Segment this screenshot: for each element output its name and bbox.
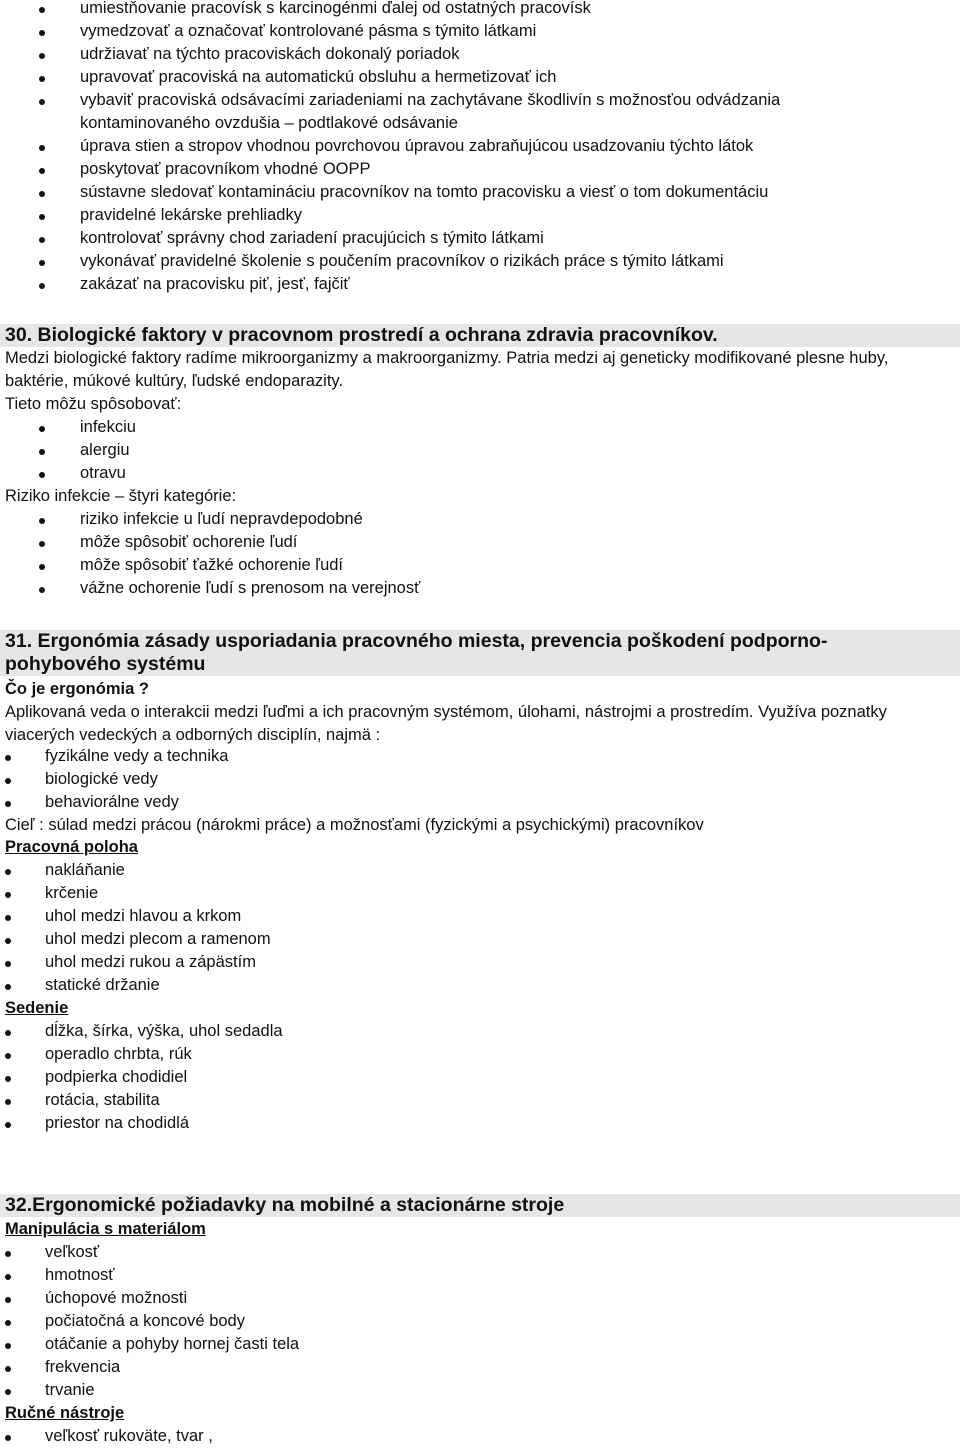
list-item: otravu bbox=[0, 462, 136, 485]
list-item: veľkosť bbox=[0, 1241, 299, 1264]
list-item: udržiavať na týchto pracoviskách dokonalý poriadok bbox=[0, 43, 780, 66]
list-item: kontrolovať správny chod zariadení pracujúcich s týmito látkami bbox=[0, 227, 780, 250]
list-item: podpierka chodidiel bbox=[0, 1066, 283, 1089]
list-item: priestor na chodidlá bbox=[0, 1112, 283, 1135]
ergonomics-definition: Aplikovaná veda o interakcii medzi ľuďmi a ich pracovným systémom, úlohami, nástrojmi a prostredím. Využíva poznatky viacerých vedeckých a odborných disciplín, najmä : bbox=[5, 703, 887, 744]
list-item: rotácia, stabilita bbox=[0, 1089, 283, 1112]
effects-list bbox=[0, 416, 136, 485]
posture-subheading: Pracovná poloha bbox=[5, 838, 138, 856]
list-item: riziko infekcie u ľudí nepravdepodobné bbox=[0, 508, 420, 531]
material-handling-subheading: Manipulácia s materiálom bbox=[5, 1220, 206, 1238]
list-item-continuation: kontaminovaného ovzdušia – podtlakové odsávanie bbox=[80, 114, 458, 132]
list-item: môže spôsobiť ochorenie ľudí bbox=[0, 531, 420, 554]
list-item: umiestňovanie pracovísk s karcinogénmi ďalej od ostatných pracovísk bbox=[0, 0, 780, 20]
risk-categories-label: Riziko infekcie – štyri kategórie: bbox=[5, 487, 237, 505]
list-item: nakláňanie bbox=[0, 859, 271, 882]
list-item: dĺžka, šírka, výška, uhol sedadla bbox=[0, 1020, 283, 1043]
hand-tools-list bbox=[0, 1425, 213, 1448]
material-handling-list bbox=[0, 1241, 299, 1402]
section-31-heading: 31. Ergonómia zásady usporiadania pracovného miesta, prevencia poškodení podporno-pohybového systému bbox=[0, 630, 960, 676]
list-item: biologické vedy bbox=[0, 768, 228, 791]
list-item: úchopové možnosti bbox=[0, 1287, 299, 1310]
list-item: vymedzovať a označovať kontrolované pásma s týmito látkami bbox=[0, 20, 780, 43]
risk-categories-list bbox=[0, 508, 420, 600]
sitting-subheading: Sedenie bbox=[5, 999, 69, 1017]
list-item: vykonávať pravidelné školenie s poučením pracovníkov o rizikách práce s týmito látkami bbox=[0, 250, 780, 273]
list-item: alergiu bbox=[0, 439, 136, 462]
list-item: zakázať na pracovisku piť, jesť, fajčiť bbox=[0, 273, 780, 296]
section-30-intro: Medzi biologické faktory radíme mikroorganizmy a makroorganizmy. Patria medzi aj geneticky modifikované plesne huby, baktérie, múkové kultúry, ľudské endoparazity. bbox=[5, 349, 889, 390]
list-item: fyzikálne vedy a technika bbox=[0, 745, 228, 768]
list-item: otáčanie a pohyby hornej časti tela bbox=[0, 1333, 299, 1356]
prevention-measures-list bbox=[0, 0, 780, 296]
list-item: počiatočná a koncové body bbox=[0, 1310, 299, 1333]
list-item: trvanie bbox=[0, 1379, 299, 1402]
list-item: úprava stien a stropov vhodnou povrchovou úpravou zabraňujúcou usadzovaniu týchto látok bbox=[0, 135, 780, 158]
list-item: hmotnosť bbox=[0, 1264, 299, 1287]
list-item: infekciu bbox=[0, 416, 136, 439]
list-item: môže spôsobiť ťažké ochorenie ľudí bbox=[0, 554, 420, 577]
section-32-heading: 32.Ergonomické požiadavky na mobilné a stacionárne stroje bbox=[0, 1194, 960, 1217]
ergonomics-question: Čo je ergonómia ? bbox=[5, 680, 149, 698]
list-item: statické držanie bbox=[0, 974, 271, 997]
list-item: frekvencia bbox=[0, 1356, 299, 1379]
list-item: sústavne sledovať kontamináciu pracovníkov na tomto pracovisku a viesť o tom dokumentáciu bbox=[0, 181, 780, 204]
list-item: pravidelné lekárske prehliadky bbox=[0, 204, 780, 227]
sitting-list bbox=[0, 1020, 283, 1135]
hand-tools-subheading: Ručné nástroje bbox=[5, 1404, 125, 1422]
disciplines-list bbox=[0, 745, 228, 814]
list-item: vážne ochorenie ľudí s prenosom na verejnosť bbox=[0, 577, 420, 600]
list-item: behaviorálne vedy bbox=[0, 791, 228, 814]
list-item: upravovať pracoviská na automatickú obsluhu a hermetizovať ich bbox=[0, 66, 780, 89]
list-item: uhol medzi rukou a zápästím bbox=[0, 951, 271, 974]
section-30-heading: 30. Biologické faktory v pracovnom prostredí a ochrana zdravia pracovníkov. bbox=[0, 324, 960, 347]
list-item: uhol medzi plecom a ramenom bbox=[0, 928, 271, 951]
list-item: krčenie bbox=[0, 882, 271, 905]
list-item: veľkosť rukoväte, tvar , bbox=[0, 1425, 213, 1448]
list-item: poskytovať pracovníkom vhodné OOPP bbox=[0, 158, 780, 181]
section-30-effects-label: Tieto môžu spôsobovať: bbox=[5, 395, 182, 413]
list-item: operadlo chrbta, rúk bbox=[0, 1043, 283, 1066]
list-item: uhol medzi hlavou a krkom bbox=[0, 905, 271, 928]
list-item: vybaviť pracoviská odsávacími zariadeniami na zachytávane škodlivín s možnosťou odvádzania bbox=[0, 89, 780, 112]
posture-list bbox=[0, 859, 271, 997]
ergonomics-goal: Cieľ : súlad medzi prácou (nárokmi práce) a možnosťami (fyzickými a psychickými) pracovníkov bbox=[5, 816, 704, 834]
